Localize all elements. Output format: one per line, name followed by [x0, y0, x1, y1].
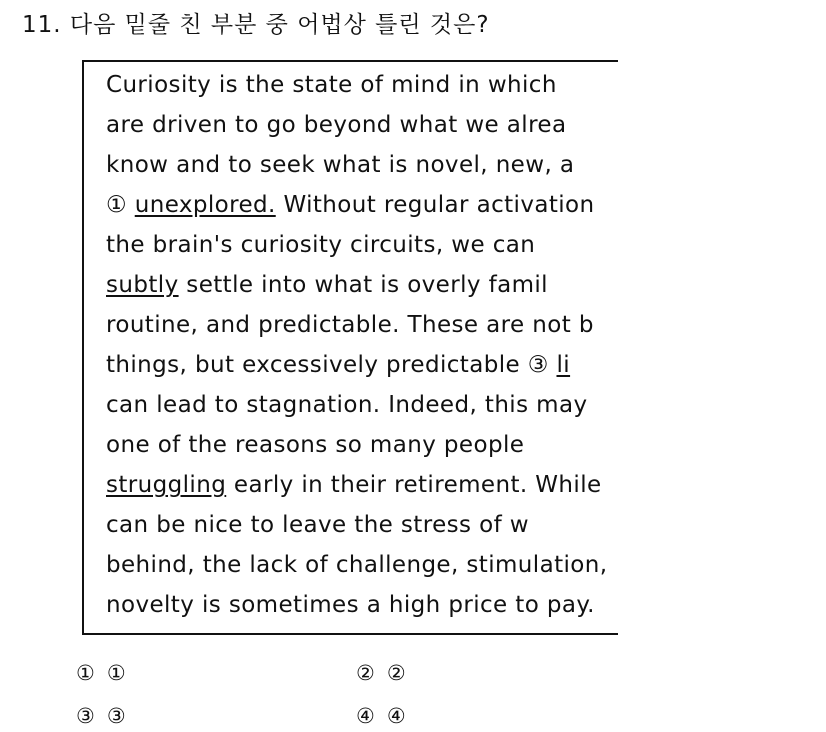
passage-line: [106, 352, 570, 378]
question-number: 11.: [22, 12, 62, 38]
text-segment: know and to seek what is novel, new, a: [106, 152, 575, 178]
underlined-segment: unexplored.: [134, 192, 276, 218]
choice-3-label: ③: [106, 704, 126, 728]
passage-line: [106, 272, 548, 298]
text-segment: are driven to go beyond what we alrea: [106, 112, 567, 138]
text-segment: can lead to stagnation. Indeed, this may: [106, 392, 588, 418]
text-segment: ①: [106, 192, 135, 218]
text-segment: behind, the lack of challenge, stimulation,: [106, 552, 608, 578]
passage-line: [106, 232, 535, 258]
passage-line: [106, 592, 595, 618]
choice-3[interactable]: [76, 704, 126, 728]
passage-line: [106, 512, 529, 538]
passage-line: [106, 552, 607, 578]
choice-2-label: ②: [386, 661, 406, 685]
choice-4[interactable]: [356, 704, 406, 728]
choice-2[interactable]: [356, 661, 406, 685]
text-segment: one of the reasons so many people: [106, 432, 525, 458]
text-segment: routine, and predictable. These are not b: [106, 312, 594, 338]
question-header: [22, 6, 490, 39]
underlined-segment: li: [556, 352, 571, 378]
question-text: 다음 밑줄 친 부분 중 어법상 틀린 것은?: [69, 12, 490, 38]
passage-line: [106, 312, 594, 338]
choice-2-mark: ②: [356, 661, 375, 685]
passage-box: [82, 60, 618, 635]
passage-line: [106, 72, 557, 98]
text-segment: early in their retirement. While: [226, 472, 602, 498]
underlined-segment: subtly: [106, 272, 179, 298]
choice-1-mark: ①: [76, 661, 95, 685]
text-segment: novelty is sometimes a high price to pay.: [106, 592, 595, 618]
passage-line: [106, 472, 602, 498]
passage-line: [106, 152, 574, 178]
choice-4-mark: ④: [356, 704, 375, 728]
text-segment: Curiosity is the state of mind in which: [106, 72, 557, 98]
passage-line: [106, 112, 566, 138]
text-segment: can be nice to leave the stress of w: [106, 512, 529, 538]
choice-1-label: ①: [106, 661, 126, 685]
passage-line: [106, 432, 524, 458]
passage-line: [106, 192, 595, 218]
choice-3-mark: ③: [76, 704, 95, 728]
text-segment: settle into what is overly famil: [178, 272, 548, 298]
choice-4-label: ④: [386, 704, 406, 728]
passage-line: [106, 392, 588, 418]
text-segment: Without regular activation: [275, 192, 595, 218]
underlined-segment: struggling: [106, 472, 227, 498]
choice-1[interactable]: [76, 661, 126, 685]
text-segment: the brain's curiosity circuits, we can: [106, 232, 536, 258]
text-segment: things, but excessively predictable ③: [106, 352, 557, 378]
